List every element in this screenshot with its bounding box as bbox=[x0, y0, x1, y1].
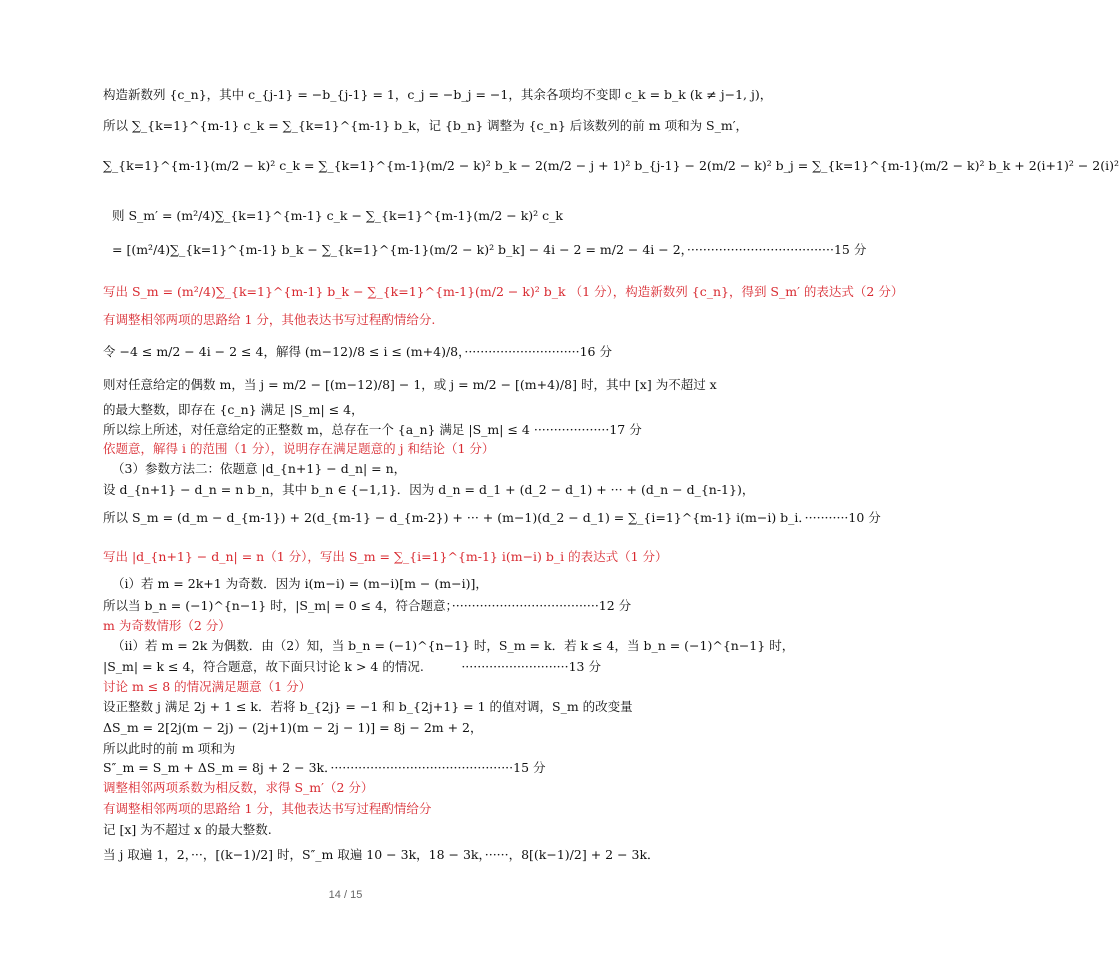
scoring-note: 有调整相邻两项的思路给 1 分，其他表达书写过程酌情给分. bbox=[103, 312, 436, 327]
text-line: 所以此时的前 m 项和为 bbox=[103, 741, 236, 756]
text-line: 的最大整数，即存在 {c_n} 满足 |S_m| ≤ 4， bbox=[103, 402, 364, 417]
scoring-note: 讨论 m ≤ 8 的情况满足题意（1 分） bbox=[103, 679, 312, 694]
text-line: 所以 ∑_{k=1}^{m-1} c_k = ∑_{k=1}^{m-1} b_k，记 {b_n} 调整为 {c_n} 后该数列的前 m 项和为 S_m′， bbox=[103, 118, 749, 133]
scoring-note: 写出 |d_{n+1} − d_n| = n（1 分），写出 S_m = ∑_{i=1}^{m-1} i(m−i) b_i 的表达式（1 分） bbox=[103, 549, 668, 564]
text-line: 设 d_{n+1} − d_n = n b_n，其中 b_n ∈ {−1,1}．因为 d_n = d_1 + (d_2 − d_1) + ··· + (d_n − d_{n-1})， bbox=[103, 482, 755, 497]
formula-line: ∑_{k=1}^{m-1}(m/2 − k)² c_k = ∑_{k=1}^{m-1}(m/2 − k)² b_k − 2(m/2 − j + 1)² b_{j-1} − 2(m/2 − k)² b_j = ∑_{k=1}^{m-1}(m/2 − k)² b_k + 2(i+1)² − 2(i)² bbox=[103, 158, 1119, 173]
formula-line: 所以 S_m = (d_m − d_{m-1}) + 2(d_{m-1} − d_{m-2}) + ··· + (m−1)(d_2 − d_1) = ∑_{i=1}^{m-1} i(m−i) b_i．···········10 分 bbox=[103, 510, 881, 525]
page-number: 14 / 15 bbox=[328, 889, 363, 901]
scoring-note: 调整相邻两项系数为相反数，求得 S_m′（2 分） bbox=[103, 780, 374, 795]
text-line: （i）若 m = 2k+1 为奇数．因为 i(m−i) = (m−i)[m − (m−i)]， bbox=[112, 576, 488, 591]
text-line: 令 −4 ≤ m/2 − 4i − 2 ≤ 4，解得 (m−12)/8 ≤ i ≤ (m+4)/8，·····························16 分 bbox=[103, 344, 612, 359]
scoring-note: 有调整相邻两项的思路给 1 分，其他表达书写过程酌情给分 bbox=[103, 801, 432, 816]
scoring-note: 写出 S_m = (m²/4)∑_{k=1}^{m-1} b_k − ∑_{k=1}^{m-1}(m/2 − k)² b_k （1 分），构造新数列 {c_n}，得到 S_m′ 的表达式（2 分） bbox=[103, 284, 904, 299]
text-line: 设正整数 j 满足 2j + 1 ≤ k．若将 b_{2j} = −1 和 b_{2j+1} = 1 的值对调，S_m 的改变量 bbox=[103, 699, 633, 714]
text-line: 则对任意给定的偶数 m，当 j = m/2 − [(m−12)/8] − 1，或 j = m/2 − [(m+4)/8] 时，其中 [x] 为不超过 x bbox=[103, 377, 717, 392]
scoring-note: 依题意，解得 i 的范围（1 分），说明存在满足题意的 j 和结论（1 分） bbox=[103, 441, 495, 456]
scoring-note: m 为奇数情形（2 分） bbox=[103, 618, 231, 633]
text-line: 构造新数列 {c_n}，其中 c_{j-1} = −b_{j-1} = 1，c_j = −b_j = −1，其余各项均不变即 c_k = b_k (k ≠ j−1, j)， bbox=[103, 87, 773, 102]
formula-line: = [(m²/4)∑_{k=1}^{m-1} b_k − ∑_{k=1}^{m-1}(m/2 − k)² b_k] − 4i − 2 = m/2 − 4i − 2，·····································15 分 bbox=[112, 242, 867, 257]
text-line: |S_m| = k ≤ 4，符合题意，故下面只讨论 k > 4 的情况. ···························13 分 bbox=[103, 659, 601, 674]
text-line: （3）参数方法二：依题意 |d_{n+1} − d_n| = n， bbox=[112, 461, 407, 476]
formula-line: ΔS_m = 2[2j(m − 2j) − (2j+1)(m − 2j − 1)] = 8j − 2m + 2， bbox=[103, 720, 483, 735]
text-line: 当 j 取遍 1，2，···，[(k−1)/2] 时，S″_m 取遍 10 − 3k，18 − 3k，······，8[(k−1)/2] + 2 − 3k． bbox=[103, 847, 660, 862]
formula-line: 则 S_m′ = (m²/4)∑_{k=1}^{m-1} c_k − ∑_{k=1}^{m-1}(m/2 − k)² c_k bbox=[112, 208, 563, 223]
formula-line: S″_m = S_m + ΔS_m = 8j + 2 − 3k．··············································15 分 bbox=[103, 760, 546, 775]
text-line: （ii）若 m = 2k 为偶数．由（2）知，当 b_n = (−1)^{n−1} 时，S_m = k．若 k ≤ 4，当 b_n = (−1)^{n−1} 时， bbox=[112, 638, 795, 653]
text-line: 记 [x] 为不超过 x 的最大整数. bbox=[103, 822, 272, 837]
text-line: 所以当 b_n = (−1)^{n−1} 时，|S_m| = 0 ≤ 4，符合题意；·····································12 分 bbox=[103, 598, 632, 613]
text-line: 所以综上所述，对任意给定的正整数 m，总存在一个 {a_n} 满足 |S_m| ≤ 4 ···················17 分 bbox=[103, 422, 642, 437]
